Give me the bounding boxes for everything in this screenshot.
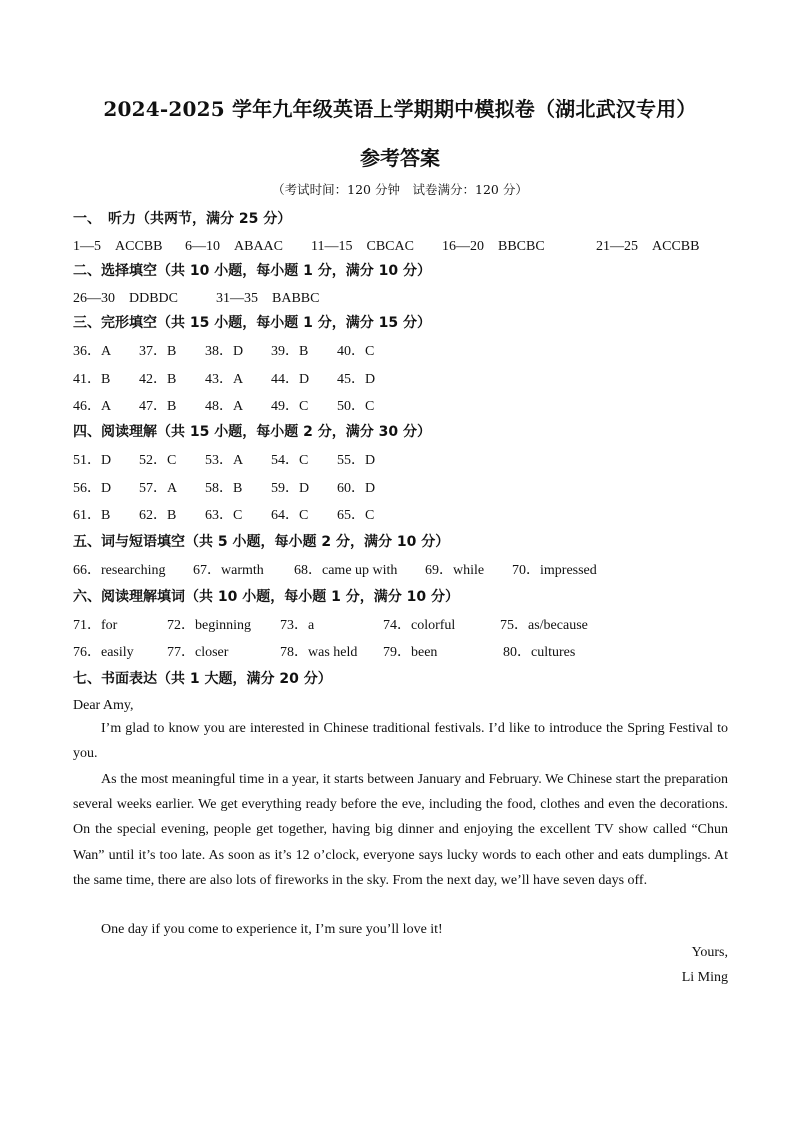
answer-group: 11—15 CBCAC — [311, 239, 414, 254]
answer-item: 72．beginning — [167, 618, 251, 633]
section-heading-reading-fill: 六、阅读理解填词（共 10 小题，每小题 1 分，满分 10 分） — [73, 589, 459, 605]
answer-item: 70．impressed — [512, 563, 597, 578]
answer-item: 47．B — [139, 399, 177, 414]
answer-item: 37．B — [139, 344, 177, 359]
answer-item: 40．C — [337, 344, 375, 359]
answer-item: 80．cultures — [503, 645, 576, 660]
letter-greeting: Dear Amy, — [73, 698, 134, 713]
answer-group: 31—35 BABBC — [216, 291, 320, 306]
page-subtitle: 参考答案 — [360, 146, 440, 170]
answer-item: 39．B — [271, 344, 309, 359]
answer-item: 73．a — [280, 618, 315, 633]
answer-item: 74．colorful — [383, 618, 456, 633]
letter-paragraph-3: One day if you come to experience it, I’m sure you’ll love it! — [101, 922, 443, 937]
answer-group: 16—20 BBCBC — [442, 239, 545, 254]
answer-item: 57．A — [139, 481, 178, 496]
letter-paragraph-2: As the most meaningful time in a year, it starts between January and February. We Chinese start the preparation several weeks earlier. We get everything ready before the eve, including the food, clothes and even the decorations. On the special evening, people get together, having big dinner and enjoying the excellent TV show called “Chun Wan” until it’s too late. As soon as it’s 12 o’clock, everyone says lucky words to each other and eats dumplings. At the same time, there are also lots of fireworks in the sky. From the next day, we’ll have seven days off. — [73, 772, 728, 888]
page-title: 2024-2025 学年九年级英语上学期期中模拟卷（湖北武汉专用） — [103, 97, 697, 121]
answer-item: 63．C — [205, 508, 243, 523]
answer-item: 76．easily — [73, 645, 134, 660]
answer-item: 45．D — [337, 372, 376, 387]
answer-item: 68．came up with — [294, 563, 398, 578]
answer-item: 41．B — [73, 372, 111, 387]
answer-item: 51．D — [73, 453, 112, 468]
answer-item: 49．C — [271, 399, 309, 414]
section-heading-cloze: 三、完形填空（共 15 小题，每小题 1 分，满分 15 分） — [73, 315, 431, 331]
section-heading-multiple-choice: 二、选择填空（共 10 小题，每小题 1 分，满分 10 分） — [73, 263, 431, 279]
answer-item: 59．D — [271, 481, 310, 496]
answer-item: 78．was held — [280, 645, 358, 660]
answer-item: 62．B — [139, 508, 177, 523]
section-heading-writing: 七、书面表达（共 1 大题，满分 20 分） — [73, 671, 332, 687]
answer-item: 58．B — [205, 481, 243, 496]
answer-item: 61．B — [73, 508, 111, 523]
answer-item: 38．D — [205, 344, 244, 359]
answer-item: 71．for — [73, 618, 118, 633]
answer-item: 69．while — [425, 563, 485, 578]
answer-group: 1—5 ACCBB — [73, 239, 163, 254]
answer-item: 66．researching — [73, 563, 166, 578]
answer-item: 48．A — [205, 399, 244, 414]
section-heading-reading: 四、阅读理解（共 15 小题，每小题 2 分，满分 30 分） — [73, 424, 431, 440]
answer-item: 67．warmth — [193, 563, 264, 578]
letter-signature: Li Ming — [681, 970, 728, 985]
answer-item: 42．B — [139, 372, 177, 387]
answer-item: 65．C — [337, 508, 375, 523]
answer-item: 50．C — [337, 399, 375, 414]
answer-item: 46．A — [73, 399, 112, 414]
answer-group: 26—30 DDBDC — [73, 291, 179, 306]
answer-item: 52．C — [139, 453, 177, 468]
answer-item: 77．closer — [167, 645, 229, 660]
answer-item: 43．A — [205, 372, 244, 387]
letter-paragraph-1: I’m glad to know you are interested in Chinese traditional festivals. I’d like to introduce the Spring Festival to you. — [73, 721, 728, 762]
answer-item: 79．been — [383, 645, 438, 660]
answer-item: 64．C — [271, 508, 309, 523]
answer-item: 75．as/because — [500, 618, 588, 633]
answer-item: 53．A — [205, 453, 244, 468]
letter-closing: Yours, — [691, 945, 728, 960]
answer-group: 21—25 ACCBB — [596, 239, 700, 254]
exam-info: （考试时间：120 分钟 试卷满分：120 分） — [272, 182, 528, 197]
answer-item: 60．D — [337, 481, 376, 496]
answer-item: 54．C — [271, 453, 309, 468]
answer-item: 56．D — [73, 481, 112, 496]
answer-item: 36．A — [73, 344, 112, 359]
answer-item: 55．D — [337, 453, 376, 468]
answer-group: 6—10 ABAAC — [185, 239, 284, 254]
section-heading-word-fill: 五、词与短语填空（共 5 小题，每小题 2 分，满分 10 分） — [73, 534, 450, 550]
section-heading-listening: 一、 听力（共两节，满分 25 分） — [73, 211, 292, 227]
answer-item: 44．D — [271, 372, 310, 387]
